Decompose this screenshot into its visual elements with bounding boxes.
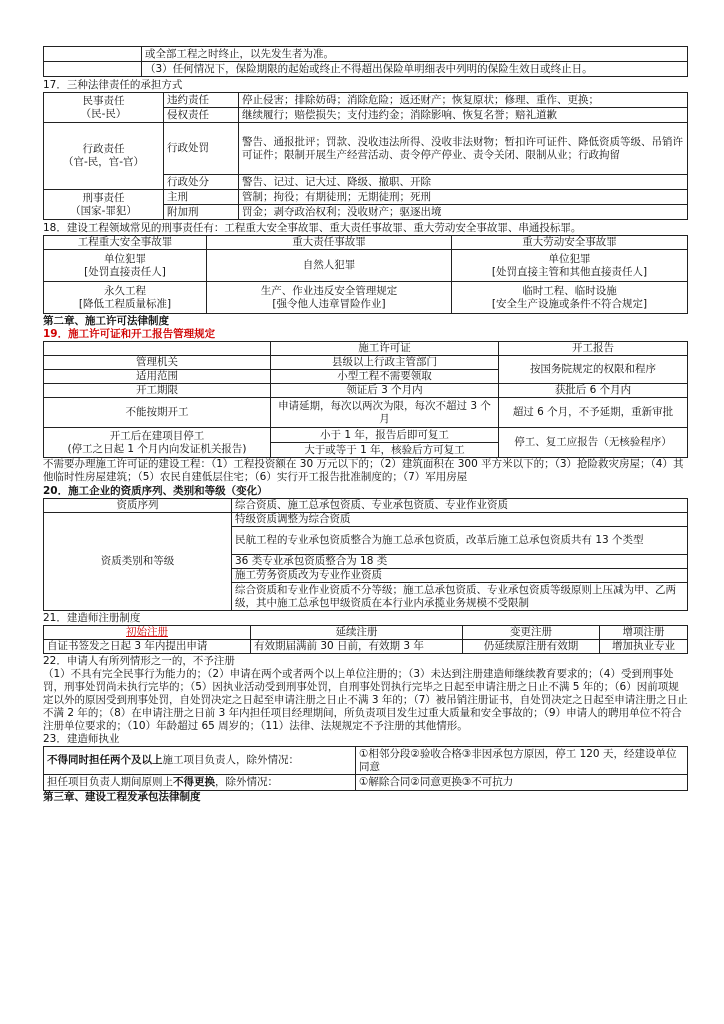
liability-type: 违约责任 — [164, 93, 239, 108]
section-18-title: 18．建设工程领域常见的刑事责任有：工程重大安全事故罪、重大责任事故罪、重大劳动安全事故罪、串通投标罪。 — [43, 222, 582, 234]
row-label: 不能按期开工 — [44, 398, 271, 428]
practice-exceptions: ①解除合同②同意更换③不可抗力 — [356, 775, 688, 791]
section-21-title: 21．建造师注册制度 — [43, 612, 141, 624]
admin-liability-sub: （官-民，官-官） — [62, 156, 145, 168]
registration-header: 增项注册 — [600, 626, 688, 640]
qualification-item: 民航工程的专业承包资质整合为施工总承包资质，改革后施工总承包资质共有 13 个类型 — [232, 527, 688, 555]
liability-forms: 管制；拘役；有期徒刑；无期徒刑；死刑 — [239, 190, 688, 205]
admin-liability-cell — [44, 123, 164, 190]
insurance-term-text: 或全部工程之时终止，以先发生者为准。 — [142, 47, 688, 62]
permit-cell: 小型工程不需要领取 — [271, 370, 499, 384]
criminal-liability-cell — [44, 190, 164, 220]
chapter-3-heading: 第三章、建设工程发承包法律制度 — [43, 791, 201, 803]
offense-cell — [452, 282, 688, 314]
practice-rule — [44, 775, 356, 791]
empty-header — [44, 342, 271, 356]
practice-table — [43, 746, 688, 791]
offense-cell — [44, 250, 207, 282]
permit-cell: 领证后 3 个月内 — [271, 384, 499, 398]
offense-header: 工程重大安全事故罪 — [44, 236, 207, 250]
permit-cell: 大于或等于 1 年，核验后方可复工 — [271, 443, 499, 458]
row-label: 管理机关 — [44, 356, 271, 370]
qualification-left-label: 资质类别和等级 — [44, 513, 232, 611]
section-19-title: 19．施工许可证和开工报告管理规定 — [43, 328, 216, 340]
offense-object: 永久工程 — [104, 284, 146, 297]
practice-rule-text: ，除外情况： — [215, 776, 278, 788]
qualification-item: 36 类专业承包资质整合为 18 类 — [232, 555, 688, 569]
offense-cell — [207, 282, 452, 314]
liability-forms: 警告、记过、记大过、降级、撤职、开除 — [239, 175, 688, 190]
registration-value: 增加执业专业 — [600, 640, 688, 654]
liability-table — [43, 92, 688, 220]
liability-type: 行政处分 — [164, 175, 239, 190]
row-label-main: 开工后在建项目停工 — [109, 429, 205, 442]
registration-denial-text: （1）不具有完全民事行为能力的；（2）申请在两个或者两个以上单位注册的；（3）未达到注册建造师继续教育要求的；（4）受到刑事处罚，刑事处罚尚未执行完毕的；（5）因执业活动受到刑事处罚，自刑事处罚执行完毕之日起至申请注册之日止不满 5 年的；（6）因前项规定以外的原因受到刑事处罚，自处罚决定之日起至申请注册之日止不满 3 年的；（7）被吊销注册证书，自处罚决定之日起至申请注册之日止不满 2 年的；（8）在申请注册之日前 3 年内担任项目经理期间，所负责项目发生过重大质量和安全事故的；（9）申请人的聘用单位不符合注册单位要求的；（10）年龄超过 65 周岁的；（11）法律、法规规定不予注册的其他情形。 — [43, 668, 688, 732]
chapter-2-heading: 第二章、施工许可法律制度 — [43, 315, 169, 327]
row-label: 适用范围 — [44, 370, 271, 384]
offense-conduct: [降低工程质量标准] — [78, 297, 172, 310]
offense-penalty: [处罚直接责任人] — [84, 265, 166, 278]
offense-cell — [44, 282, 207, 314]
qualification-header-right: 综合资质、施工总承包资质、专业承包资质、专业作业资质 — [232, 499, 688, 513]
qualification-table — [43, 498, 688, 611]
practice-rule-strong: 不得更换 — [173, 776, 215, 788]
report-column-header: 开工报告 — [499, 342, 688, 356]
offense-subject: 单位犯罪 — [548, 252, 591, 265]
registration-header: 变更注册 — [463, 626, 600, 640]
practice-rule-text: 施工项目负责人，除外情况： — [162, 754, 299, 766]
liability-type: 行政处罚 — [164, 123, 239, 175]
row-label: 开工期限 — [44, 384, 271, 398]
report-cell: 获批后 6 个月内 — [499, 384, 688, 398]
insurance-term-text: （3）任何情况下，保险期限的起始或终止不得超出保险单明细表中列明的保险生效日或终止日。 — [142, 62, 688, 77]
registration-value: 有效期届满前 30 日前，有效期 3 年 — [251, 640, 463, 654]
civil-liability-sub: （民-民） — [80, 107, 127, 120]
section-23-title: 23．建造师执业 — [43, 733, 120, 745]
offense-conduct: [安全生产设施或条件不符合规定] — [491, 297, 648, 310]
permit-exemption-note: 不需要办理施工许可证的建设工程：（1）工程投资额在 30 万元以下的；（2）建筑面积在 300 平方米以下的；（3）抢险救灾房屋；（4）其他临时性房屋建筑；（5）农民自建低层住宅；（6）实行开工报告批准制度的；（7）军用房屋 — [43, 458, 684, 483]
liability-forms: 继续履行；赔偿损失；支付违约金；消除影响、恢复名誉；赔礼道歉 — [239, 108, 688, 123]
registration-header: 初始注册 — [44, 626, 251, 640]
offense-header: 重大责任事故罪 — [207, 236, 452, 250]
registration-value: 自证书签发之日起 3 年内提出申请 — [44, 640, 251, 654]
qualification-item: 特级资质调整为综合资质 — [232, 513, 688, 527]
report-cell: 超过 6 个月，不予延期，重新审批 — [499, 398, 688, 428]
civil-liability-cell — [44, 93, 164, 123]
permit-cell: 小于 1 年，报告后即可复工 — [271, 428, 499, 443]
criminal-liability-label: 刑事责任 — [82, 191, 125, 204]
liability-forms: 罚金；剥夺政治权利；没收财产；驱逐出境 — [239, 205, 688, 220]
section-20-title: 20．施工企业的资质序列、类别和等级（变化） — [43, 485, 268, 497]
section-22-title: 22．申请人有所列情形之一的，不予注册 — [43, 655, 235, 667]
offense-penalty: [处罚直接主管和其他直接责任人] — [491, 265, 648, 278]
liability-forms: 停止侵害；排除妨碍；消除危险；返还财产；恢复原状；修理、重作、更换； — [239, 93, 688, 108]
insurance-term-table — [43, 46, 688, 77]
permit-column-header: 施工许可证 — [271, 342, 499, 356]
empty-cell — [44, 62, 142, 77]
liability-forms: 警告、通报批评；罚款、没收违法所得、没收非法财物；暂扣许可证件、降低资质等级、吊销许可证件；限制开展生产经营活动、责令停产停业、责令关闭、限制从业；行政拘留 — [239, 123, 688, 175]
admin-liability-label: 行政责任 — [82, 143, 125, 155]
permit-report-table — [43, 341, 688, 458]
offense-object: 临时工程、临时设施 — [522, 284, 617, 297]
civil-liability-label: 民事责任 — [82, 94, 125, 107]
row-label-note: (停工之日起 1 个月内向发证机关报告) — [67, 442, 247, 455]
practice-exceptions: ①相邻分段②验收合格③非因承包方原因，停工 120 天，经建设单位同意 — [356, 747, 688, 775]
offense-cell: 自然人犯罪 — [207, 250, 452, 282]
liability-type: 附加刑 — [164, 205, 239, 220]
permit-cell: 申请延期，每次以两次为限，每次不超过 3 个月 — [271, 398, 499, 428]
row-label — [44, 428, 271, 458]
criminal-liability-sub: （国家-罪犯） — [70, 204, 137, 217]
offense-cell — [452, 250, 688, 282]
offense-conduct: [强令他人违章冒险作业] — [272, 297, 386, 310]
report-cell: 按国务院规定的权限和程序 — [499, 356, 688, 384]
practice-rule-text: 担任项目负责人期间原则上 — [47, 776, 173, 788]
qualification-header-left: 资质序列 — [44, 499, 232, 513]
practice-rule-strong: 不得同时担任两个及以上 — [47, 754, 163, 766]
qualification-item: 施工劳务资质改为专业作业资质 — [232, 569, 688, 583]
section-17-title: 17．三种法律责任的承担方式 — [43, 79, 183, 91]
practice-rule — [44, 747, 356, 775]
offense-subject: 单位犯罪 — [104, 252, 146, 265]
permit-cell: 县级以上行政主管部门 — [271, 356, 499, 370]
empty-cell — [44, 47, 142, 62]
report-cell: 停工、复工应报告（无核验程序） — [499, 428, 688, 458]
registration-header: 延续注册 — [251, 626, 463, 640]
registration-value: 仍延续原注册有效期 — [463, 640, 600, 654]
offense-header: 重大劳动安全事故罪 — [452, 236, 688, 250]
liability-type: 主刑 — [164, 190, 239, 205]
qualification-item: 综合资质和专业作业资质不分等级；施工总承包资质、专业承包资质等级原则上压减为甲、乙两级，其中施工总承包甲级资质在本行业内承揽业务规模不受限制 — [232, 583, 688, 611]
liability-type: 侵权责任 — [164, 108, 239, 123]
document-page — [43, 0, 688, 804]
registration-table — [43, 625, 688, 654]
offense-object: 生产、作业违反安全管理规定 — [260, 284, 398, 297]
criminal-offense-table — [43, 235, 688, 314]
